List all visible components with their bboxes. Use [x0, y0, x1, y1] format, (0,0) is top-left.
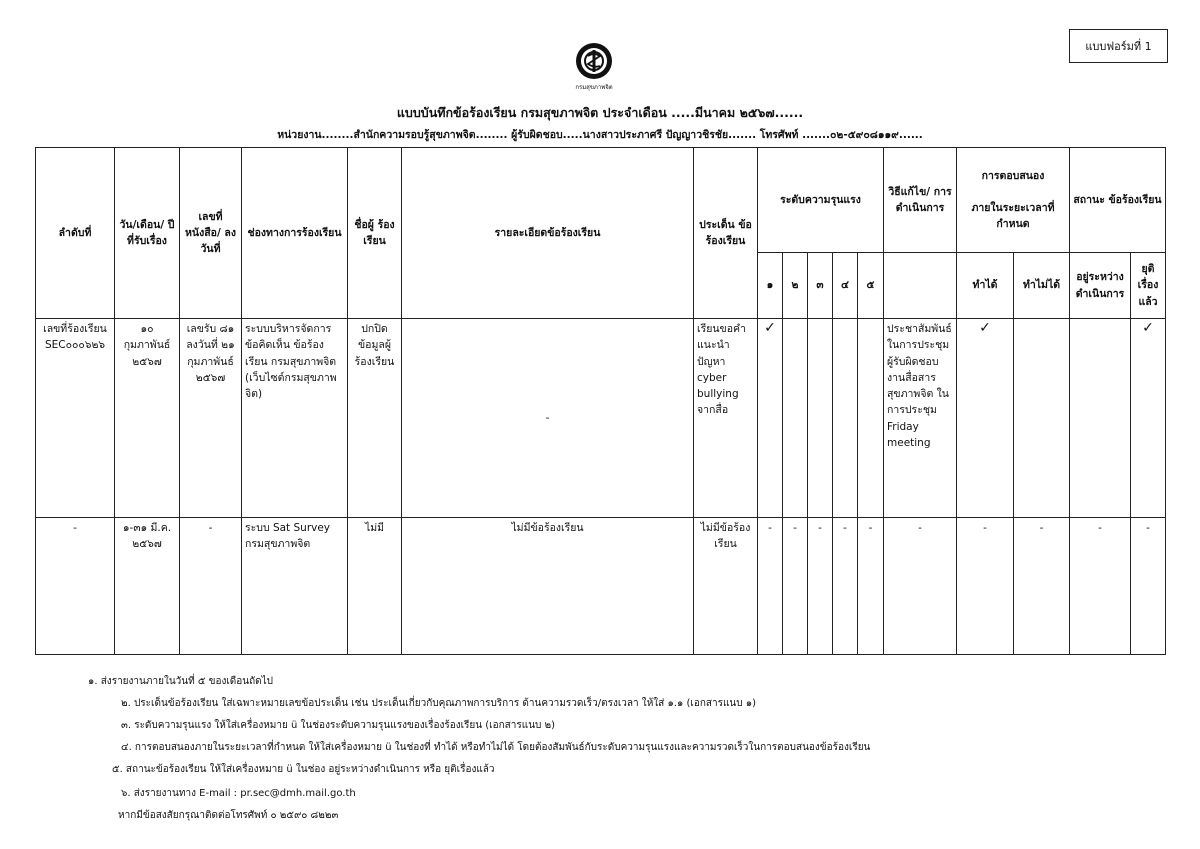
table-row	[36, 319, 1166, 518]
note-6: ๖. ส่งรายงานทาง E-mail : pr.sec@dmh.mail.go.th	[121, 788, 356, 799]
header-severity-2: ๒	[783, 253, 808, 319]
cell-issue: เรียนขอคำแนะนำปัญหา cyber bullying จากสื่อ	[694, 319, 758, 518]
header-response-title: การตอบสนอง	[981, 169, 1045, 182]
cell-in-progress	[1070, 319, 1131, 518]
note-4: ๔. การตอบสนองภายในระยะเวลาที่กำหนด ให้ใส่เครื่องหมาย ü ในช่องที่ ทำได้ หรือทำไม่ได้ โดยต้องสัมพันธ์กับระดับความรุนแรงและความรวดเร็วในการตอบสนองข้อร้องเรียน	[121, 742, 871, 753]
header-channel: ช่องทางการร้องเรียน	[242, 148, 348, 319]
cell-details: ไม่มีข้อร้องเรียน	[402, 518, 694, 655]
cell-can: -	[957, 518, 1014, 655]
cell-cannot: -	[1014, 518, 1070, 655]
note-contact: หากมีข้อสงสัยกรุณาติดต่อโทรศัพท์ ๐ ๒๕๙๐ ๘๒๒๓	[118, 810, 339, 821]
form-number-label: แบบฟอร์มที่ 1	[1069, 29, 1168, 63]
note-3: ๓. ระดับความรุนแรง ให้ใส่เครื่องหมาย ü ในช่องระดับความรุนแรงของเรื่องร้องเรียน (เอกสารแนบ ๒)	[121, 720, 556, 731]
header-complainant: ชื่อผู้ ร้องเรียน	[348, 148, 402, 319]
complaint-log-table	[35, 147, 1166, 655]
cell-severity-1: ✓	[758, 319, 783, 518]
header-severity-5: ๕	[858, 253, 884, 319]
header-in-progress: อยู่ระหว่าง ดำเนินการ	[1070, 253, 1131, 319]
note-2: ๒. ประเด็นข้อร้องเรียน ใส่เฉพาะหมายเลขข้อประเด็น เช่น ประเด็นเกี่ยวกับคุณภาพการบริการ ด้านความรวดเร็ว/ตรงเวลา ให้ใส่ ๑.๑ (เอกสารแนบ ๑)	[121, 698, 757, 709]
cell-severity-1: -	[758, 518, 783, 655]
cell-complainant: ปกปิดข้อมูลผู้ร้องเรียน	[348, 319, 402, 518]
agency-info: หน่วยงาน........สำนักความรอบรู้สุขภาพจิต........ ผู้รับผิดชอบ.....นางสาวประภาศรี ปัญญาวชิรชัย....... โทรศัพท์ .......๐๒-๕๙๐๘๑๑๙......	[277, 129, 923, 141]
cell-details: -	[402, 319, 694, 518]
cell-severity-4: -	[833, 518, 858, 655]
cell-date: ๑๐ กุมภาพันธ์ ๒๕๖๗	[115, 319, 180, 518]
cell-severity-3	[808, 319, 833, 518]
header-severity-4: ๔	[833, 253, 858, 319]
cell-channel: ระบบบริหารจัดการข้อคิดเห็น ข้อร้องเรียน กรมสุขภาพจิต (เว็บไซต์กรมสุขภาพจิต)	[242, 319, 348, 518]
header-cannot: ทำไม่ได้	[1014, 253, 1070, 319]
cell-doc-no: -	[180, 518, 242, 655]
header-can: ทำได้	[957, 253, 1014, 319]
cell-severity-3: -	[808, 518, 833, 655]
logo-caption: กรมสุขภาพจิต	[575, 84, 613, 91]
cell-issue: ไม่มีข้อร้องเรียน	[694, 518, 758, 655]
cell-severity-5	[858, 319, 884, 518]
table-row	[36, 518, 1166, 655]
cell-severity-2	[783, 319, 808, 518]
header-response	[957, 148, 1070, 253]
cell-severity-4	[833, 319, 858, 518]
cell-cannot	[1014, 319, 1070, 518]
header-severity-1: ๑	[758, 253, 783, 319]
cell-doc-no: เลขรับ ๘๑ ลงวันที่ ๒๑ กุมภาพันธ์ ๒๕๖๗	[180, 319, 242, 518]
note-5: ๕. สถานะข้อร้องเรียน ให้ใส่เครื่องหมาย ü ในช่อง อยู่ระหว่างดำเนินการ หรือ ยุติเรื่องแล้ว	[112, 764, 495, 775]
cell-done: ✓	[1131, 319, 1166, 518]
cell-solution: -	[884, 518, 957, 655]
cell-can: ✓	[957, 319, 1014, 518]
header-response-sub: ภายในระยะเวลาที่กำหนด	[971, 201, 1055, 231]
header-date: วัน/เดือน/ ปีที่รับเรื่อง	[115, 148, 180, 319]
header-details: รายละเอียดข้อร้องเรียน	[402, 148, 694, 319]
cell-complainant: ไม่มี	[348, 518, 402, 655]
header-solution-blank	[884, 253, 957, 319]
cell-solution: ประชาสัมพันธ์ในการประชุมผู้รับผิดชอบงานสื่อสารสุขภาพจิต ในการประชุม Friday meeting	[884, 319, 957, 518]
cell-done: -	[1131, 518, 1166, 655]
cell-in-progress: -	[1070, 518, 1131, 655]
header-seq: ลำดับที่	[36, 148, 115, 319]
cell-seq: -	[36, 518, 115, 655]
header-doc-no: เลขที่ หนังสือ/ ลงวันที่	[180, 148, 242, 319]
note-1: ๑. ส่งรายงานภายในวันที่ ๕ ของเดือนถัดไป	[88, 676, 274, 687]
cell-date: ๑-๓๑ มี.ค. ๒๕๖๗	[115, 518, 180, 655]
cell-seq: เลขที่ร้องเรียน SEC๐๐๐๖๒๖	[36, 319, 115, 518]
header-severity-3: ๓	[808, 253, 833, 319]
cell-channel: ระบบ Sat Survey กรมสุขภาพจิต	[242, 518, 348, 655]
header-done: ยุติเรื่อง แล้ว	[1131, 253, 1166, 319]
cell-severity-5: -	[858, 518, 884, 655]
header-severity: ระดับความรุนแรง	[758, 148, 884, 253]
header-status: สถานะ ข้อร้องเรียน	[1070, 148, 1166, 253]
page-title: แบบบันทึกข้อร้องเรียน กรมสุขภาพจิต ประจำเดือน .....มีนาคม ๒๕๖๗......	[396, 105, 804, 120]
header-solution: วิธีแก้ไข/ การดำเนินการ	[884, 148, 957, 253]
header-issue: ประเด็น ข้อร้องเรียน	[694, 148, 758, 319]
cell-severity-2: -	[783, 518, 808, 655]
